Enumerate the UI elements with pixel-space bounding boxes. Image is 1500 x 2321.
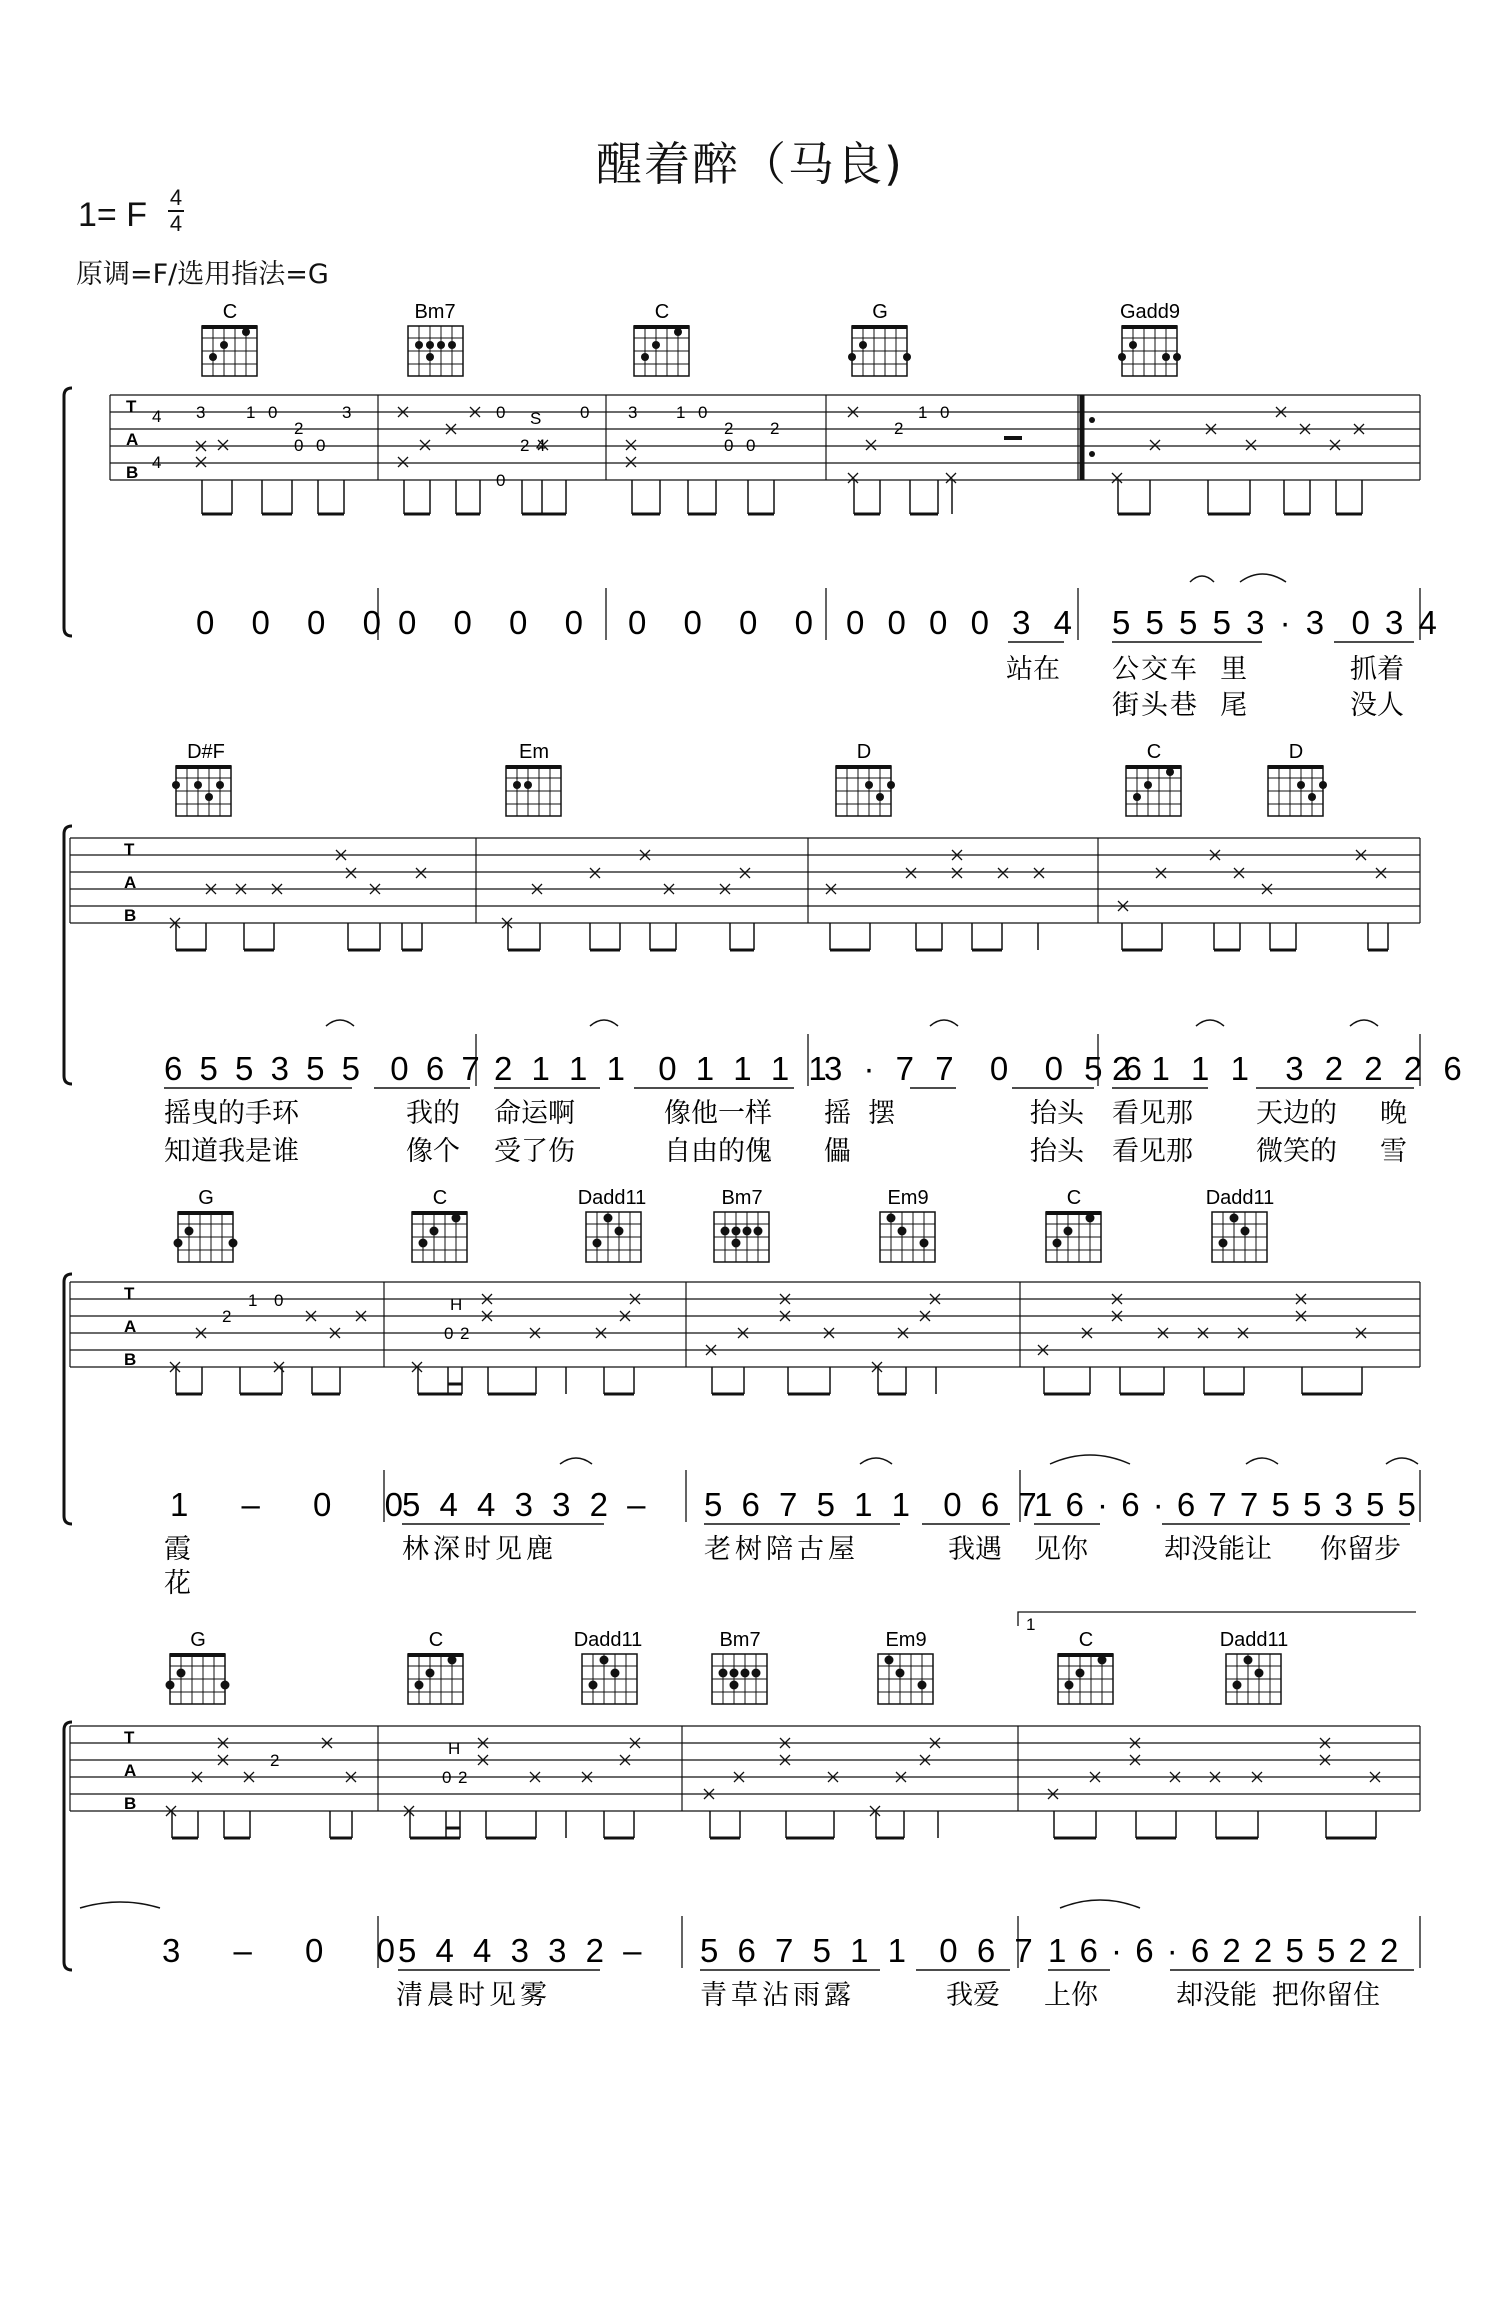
lyric-line-2: 看见那 bbox=[1112, 1136, 1193, 1167]
tab-fret-number: 2 bbox=[460, 1324, 470, 1343]
lyric-line-2: 像个 bbox=[406, 1136, 460, 1167]
tab-staff bbox=[110, 395, 1420, 480]
key-signature: 1= F bbox=[78, 196, 147, 234]
lyric-line-1: 霞 bbox=[164, 1534, 191, 1565]
tab-clef-letter: A bbox=[126, 430, 139, 449]
chord-name: Bm7 bbox=[414, 301, 456, 323]
lyric-line-2: 没人 bbox=[1350, 690, 1404, 721]
lyric-line-1: 却没能 bbox=[1176, 1980, 1257, 2011]
tab-fret-number: 0 bbox=[698, 403, 708, 422]
lyric-line-2: 受了伤 bbox=[494, 1136, 575, 1167]
chord-diagram bbox=[848, 326, 911, 376]
chord-name: C bbox=[428, 1629, 444, 1651]
tab-staff bbox=[70, 1282, 1420, 1367]
chord-name: C bbox=[1078, 1629, 1094, 1651]
chord-name: Em9 bbox=[887, 1187, 929, 1209]
lyric-line-1: 青草沾雨露 bbox=[700, 1980, 855, 2011]
lyric-line-1: 公交车 里 bbox=[1112, 654, 1250, 685]
chord-name: D#F bbox=[187, 741, 225, 763]
chord-name: C bbox=[654, 301, 670, 323]
notation-measure: 0 0 0 0 3 4 bbox=[846, 604, 1079, 641]
notation-measure: 2 1 1 1 0 1 1 1 1 bbox=[494, 1050, 832, 1087]
tab-fret-number: 0 bbox=[940, 403, 950, 422]
tab-fret-number: 1 bbox=[248, 1291, 258, 1310]
notation-measure: 5 4 4 3 3 2 – bbox=[402, 1486, 651, 1523]
chord-name: C bbox=[222, 301, 238, 323]
tab-fret-number: 1 bbox=[246, 403, 256, 422]
tab-staff bbox=[70, 838, 1420, 923]
tab-fret-number: S bbox=[530, 409, 542, 428]
time-sig-top: 4 bbox=[169, 185, 183, 210]
lyric-line-1: 我遇 bbox=[948, 1534, 1002, 1565]
tab-fret-number: 2 bbox=[724, 419, 734, 438]
tab-fret-number: 0 bbox=[746, 436, 756, 455]
chord-name: Bm7 bbox=[719, 1629, 761, 1651]
tab-clef-letter: B bbox=[126, 463, 139, 482]
song-title: 醒着醉（马良) bbox=[596, 137, 904, 191]
tie-arc bbox=[80, 1902, 160, 1908]
chord-name: D bbox=[856, 741, 872, 763]
lyric-line-1: 我爱 bbox=[946, 1980, 1000, 2011]
notation-measure: 0 0 0 0 bbox=[628, 604, 827, 641]
tab-fret-number: 2 bbox=[294, 419, 304, 438]
chord-name: Dadd11 bbox=[573, 1629, 643, 1651]
chord-name: Dadd11 bbox=[577, 1187, 647, 1209]
tab-clef-letter: A bbox=[124, 1317, 137, 1336]
lyric-line-1: 上你 bbox=[1044, 1980, 1098, 2011]
chord-name: G bbox=[190, 1629, 206, 1651]
chord-name: C bbox=[1066, 1187, 1082, 1209]
tab-fret-number: 0 bbox=[442, 1768, 452, 1787]
chord-name: Em bbox=[519, 741, 549, 763]
notation-measure: 6 5 5 3 5 5 0 6 7 bbox=[164, 1050, 484, 1087]
lyric-line-2: 雪 bbox=[1380, 1136, 1407, 1167]
system-4 bbox=[64, 1612, 1420, 2011]
tab-fret-number: 0 bbox=[724, 436, 734, 455]
lyric-line-2: 微笑的 bbox=[1256, 1136, 1337, 1167]
tab-rhythm-stems bbox=[176, 1367, 1362, 1394]
time-sig-bottom: 4 bbox=[169, 211, 183, 236]
chord-name: Dadd11 bbox=[1219, 1629, 1289, 1651]
lyric-line-1: 站在 bbox=[1006, 654, 1060, 685]
tab-clef-letter: T bbox=[124, 1728, 135, 1747]
chord-diagram bbox=[408, 326, 463, 376]
tab-rhythm-stems bbox=[172, 1811, 1376, 1838]
chord-diagram bbox=[1118, 326, 1181, 376]
notation-measure: 5 6 7 5 1 1 0 6 7 bbox=[700, 1932, 1038, 1969]
tab-fret-number: 0 bbox=[274, 1291, 284, 1310]
tab-clef-letter: A bbox=[124, 1761, 137, 1780]
volta-number: 1 bbox=[1026, 1615, 1036, 1634]
notation-measure: 5 6 7 5 1 1 0 6 7 bbox=[704, 1486, 1042, 1523]
tab-rhythm-stems bbox=[202, 480, 1362, 514]
tab-fret-number: 3 bbox=[342, 403, 352, 422]
chord-name: Gadd9 bbox=[1119, 301, 1181, 323]
tab-rhythm-stems bbox=[176, 923, 1388, 950]
chord-name: D bbox=[1288, 741, 1304, 763]
chord-diagram bbox=[634, 326, 689, 376]
lyric-line-1: 命运啊 bbox=[494, 1098, 575, 1129]
chord-name: Dadd11 bbox=[1205, 1187, 1275, 1209]
chord-name: G bbox=[872, 301, 888, 323]
lyric-line-1: 林深时见鹿 bbox=[402, 1534, 557, 1565]
notation-measure: 1 6 · 6 · 6 2 2 5 5 2 2 bbox=[1048, 1932, 1401, 1969]
notation-measure: 1 6 · 6 · 6 7 7 5 5 3 5 5 bbox=[1034, 1486, 1418, 1523]
system-1 bbox=[64, 301, 1440, 721]
tab-strum-marks bbox=[196, 407, 1364, 483]
lyric-line-1: 抓着 bbox=[1350, 654, 1404, 685]
notation-measure: 2 1 1 1 3 2 2 2 6 bbox=[1112, 1050, 1468, 1087]
tab-fret-number: 2 bbox=[270, 1751, 280, 1770]
chord-name: C bbox=[432, 1187, 448, 1209]
chord-diagram bbox=[166, 1654, 1281, 1704]
lyric-line-1: 我的 bbox=[406, 1098, 460, 1129]
tab-time-sig: 4 bbox=[152, 407, 162, 426]
lyric-line-2: 自由的傀 bbox=[664, 1136, 772, 1167]
tab-clef-letter: T bbox=[126, 397, 137, 416]
chord-name: Em9 bbox=[885, 1629, 927, 1651]
lyric-line-1: 晚 bbox=[1380, 1098, 1407, 1129]
lyric-line-1: 老树陪古屋 bbox=[704, 1534, 859, 1565]
lyric-line-1: 把你留住 bbox=[1272, 1980, 1380, 2011]
lyric-line-1: 见你 bbox=[1034, 1534, 1088, 1565]
tab-fret-number: 0 bbox=[496, 403, 506, 422]
tab-fret-number: 3 bbox=[628, 403, 638, 422]
lyric-line-2: 儡 bbox=[824, 1136, 851, 1167]
chord-name: G bbox=[198, 1187, 214, 1209]
lyric-line-2: 街头巷 尾 bbox=[1112, 690, 1250, 721]
tab-clef-letter: B bbox=[124, 1794, 137, 1813]
tab-clef-letter: T bbox=[124, 840, 135, 859]
tab-fret-number: 2 bbox=[894, 419, 904, 438]
notation-measure: 0 0 0 0 bbox=[398, 604, 597, 641]
notation-measure: 1 – 0 0 bbox=[170, 1486, 425, 1523]
lyric-line-1: 清晨时见雾 bbox=[396, 1980, 551, 2011]
lyric-line-2: 抬头 bbox=[1030, 1136, 1084, 1167]
lyric-line-1: 看见那 bbox=[1112, 1098, 1193, 1129]
lyric-line-1: 摇 摆 bbox=[824, 1098, 896, 1129]
notation-measure: 5 4 4 3 3 2 – bbox=[398, 1932, 647, 1969]
tab-fret-number: 1 bbox=[918, 403, 928, 422]
tab-fret-number: 0 bbox=[444, 1324, 454, 1343]
chord-diagram bbox=[172, 766, 1327, 816]
tab-fret-number: 0 bbox=[268, 403, 278, 422]
notation-measure: 0 0 0 0 bbox=[196, 604, 395, 641]
lyric-line-1: 摇曳的手环 bbox=[164, 1098, 299, 1129]
lyric-line-2: 知道我是谁 bbox=[164, 1136, 299, 1167]
tab-fret-number: 2 bbox=[222, 1307, 232, 1326]
tab-fret-number: 0 bbox=[496, 471, 506, 490]
tab-fret-number: 2 bbox=[520, 436, 530, 455]
original-key-note: 原调=F/选用指法=G bbox=[76, 259, 329, 290]
chord-diagram bbox=[174, 1212, 1267, 1262]
notation-measure: 3 · 7 7 0 0 5 6 bbox=[824, 1050, 1148, 1087]
tab-fret-number: 1 bbox=[676, 403, 686, 422]
lyric-line-1: 却没能让 bbox=[1164, 1534, 1272, 1565]
tab-clef-letter: B bbox=[124, 906, 137, 925]
tab-time-sig: 4 bbox=[152, 453, 162, 472]
tab-fret-number: 2 bbox=[770, 419, 780, 438]
chord-name: Bm7 bbox=[721, 1187, 763, 1209]
system-2 bbox=[64, 741, 1468, 1167]
tab-clef-letter: T bbox=[124, 1284, 135, 1303]
tab-fret-number: H bbox=[450, 1295, 463, 1314]
lyric-line-1: 抬头 bbox=[1030, 1098, 1084, 1129]
tab-fret-number: H bbox=[448, 1739, 461, 1758]
tab-clef-letter: B bbox=[124, 1350, 137, 1369]
lyric-line-2: 花 bbox=[164, 1568, 191, 1599]
chord-diagram bbox=[202, 326, 257, 376]
tab-fret-numbers bbox=[270, 1739, 467, 1787]
tab-clef-letter: A bbox=[124, 873, 137, 892]
tab-fret-number: 0 bbox=[294, 436, 304, 455]
lyric-line-1: 像他一样 bbox=[664, 1098, 772, 1129]
tab-fret-number: 4 bbox=[536, 436, 546, 455]
notation-measure: 3 – 0 0 bbox=[162, 1932, 417, 1969]
volta-bracket bbox=[1018, 1612, 1416, 1634]
notation-measure: 5 5 5 5 3 · 3 0 3 4 bbox=[1112, 604, 1440, 641]
tab-fret-number: 2 bbox=[458, 1768, 468, 1787]
chord-name: C bbox=[1146, 741, 1162, 763]
tab-fret-number: 0 bbox=[316, 436, 326, 455]
lyric-line-1: 天边的 bbox=[1256, 1098, 1337, 1129]
lyric-line-1: 你留步 bbox=[1320, 1534, 1401, 1565]
tab-fret-number: 0 bbox=[580, 403, 590, 422]
tab-fret-number: 3 bbox=[196, 403, 206, 422]
system-3 bbox=[64, 1187, 1420, 1599]
